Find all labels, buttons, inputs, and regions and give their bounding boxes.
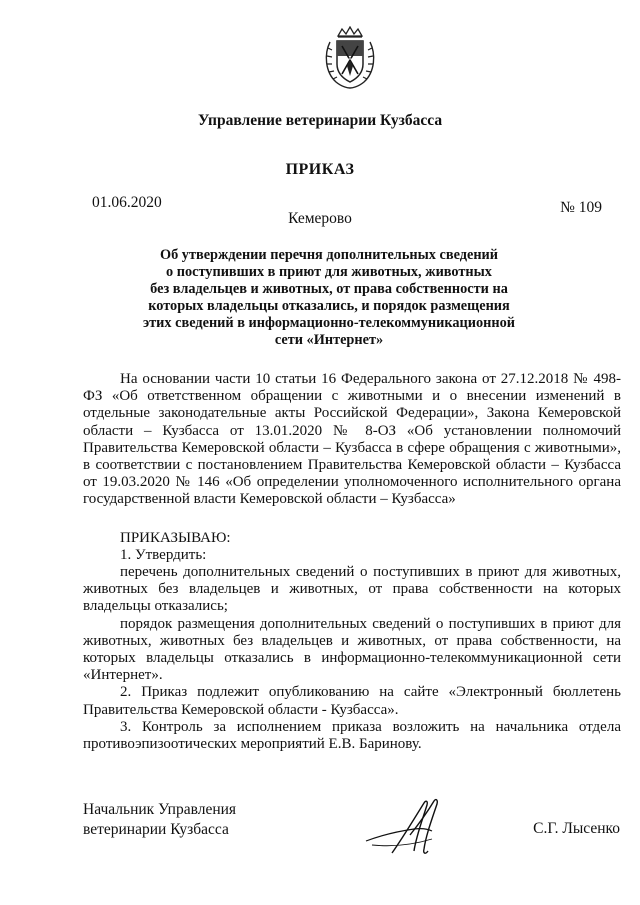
- title-line: о поступивших в приют для животных, животных: [166, 263, 492, 280]
- kuzbass-coat-of-arms-icon: [320, 26, 380, 92]
- item-3: 3. Контроль за исполнением приказа возложить на начальника отдела противоэпизоотических мероприятий Е.В. Баринову.: [83, 718, 621, 753]
- position-line: Начальник Управления: [83, 801, 237, 818]
- order-number: № 109: [560, 199, 602, 216]
- title-line: которых владельцы отказались, и порядок размещения: [148, 297, 510, 314]
- item-1-header: 1. Утвердить:: [120, 546, 207, 563]
- item-1-list-b: порядок размещения дополнительных сведений о поступивших в приют для животных, животных без владельцев и животных, от права собственности, на которых владельцы отказались в информационно-телекоммуникационной сети «Интернет».: [83, 615, 621, 684]
- signatory-position: [83, 800, 236, 840]
- basis-paragraph: На основании части 10 статьи 16 Федерального закона от 27.12.2018 № 498-ФЗ «Об ответственном обращении с животными и о внесении изменений в отдельные законодательные акты Российской Федерации», Закона Кемеровской области – Кузбасса от 13.01.2020 № 8-ОЗ «Об установлении полномочий Правительства Кемеровской области – Кузбасса в сфере обращения с животными», в соответствии с постановлением Правительства Кемеровской области – Кузбасса от 19.03.2020 № 146 «Об определении уполномоченного исполнительного органа государственной власти Кемеровской области – Кузбасса»: [83, 371, 621, 508]
- handwritten-signature-icon: [362, 795, 454, 861]
- order-city: Кемерово: [288, 210, 352, 227]
- title-line: этих сведений в информационно-телекоммуникационной: [142, 314, 515, 331]
- title-line: Об утверждении перечня дополнительных сведений: [159, 247, 499, 263]
- signatory-name: С.Г. Лысенко: [533, 820, 620, 837]
- order-body: [83, 371, 621, 753]
- order-date: 01.06.2020: [92, 194, 162, 211]
- organization-name: Управление ветеринарии Кузбасса: [197, 112, 443, 129]
- order-title: [140, 247, 518, 348]
- position-line: ветеринарии Кузбасса: [83, 821, 229, 838]
- document-type: ПРИКАЗ: [285, 161, 355, 178]
- order-directive: ПРИКАЗЫВАЮ:: [120, 529, 231, 546]
- item-2: 2. Приказ подлежит опубликованию на сайте «Электронный бюллетень Правительства Кемеровской области - Кузбасса».: [83, 684, 621, 718]
- title-line: сети «Интернет»: [274, 331, 384, 348]
- title-line: без владельцев и животных, от права собственности на: [150, 280, 508, 297]
- item-1-list-a: перечень дополнительных сведений о поступивших в приют для животных, животных без владельцев и животных, от права собственности на которых владельцы отказались;: [83, 564, 621, 615]
